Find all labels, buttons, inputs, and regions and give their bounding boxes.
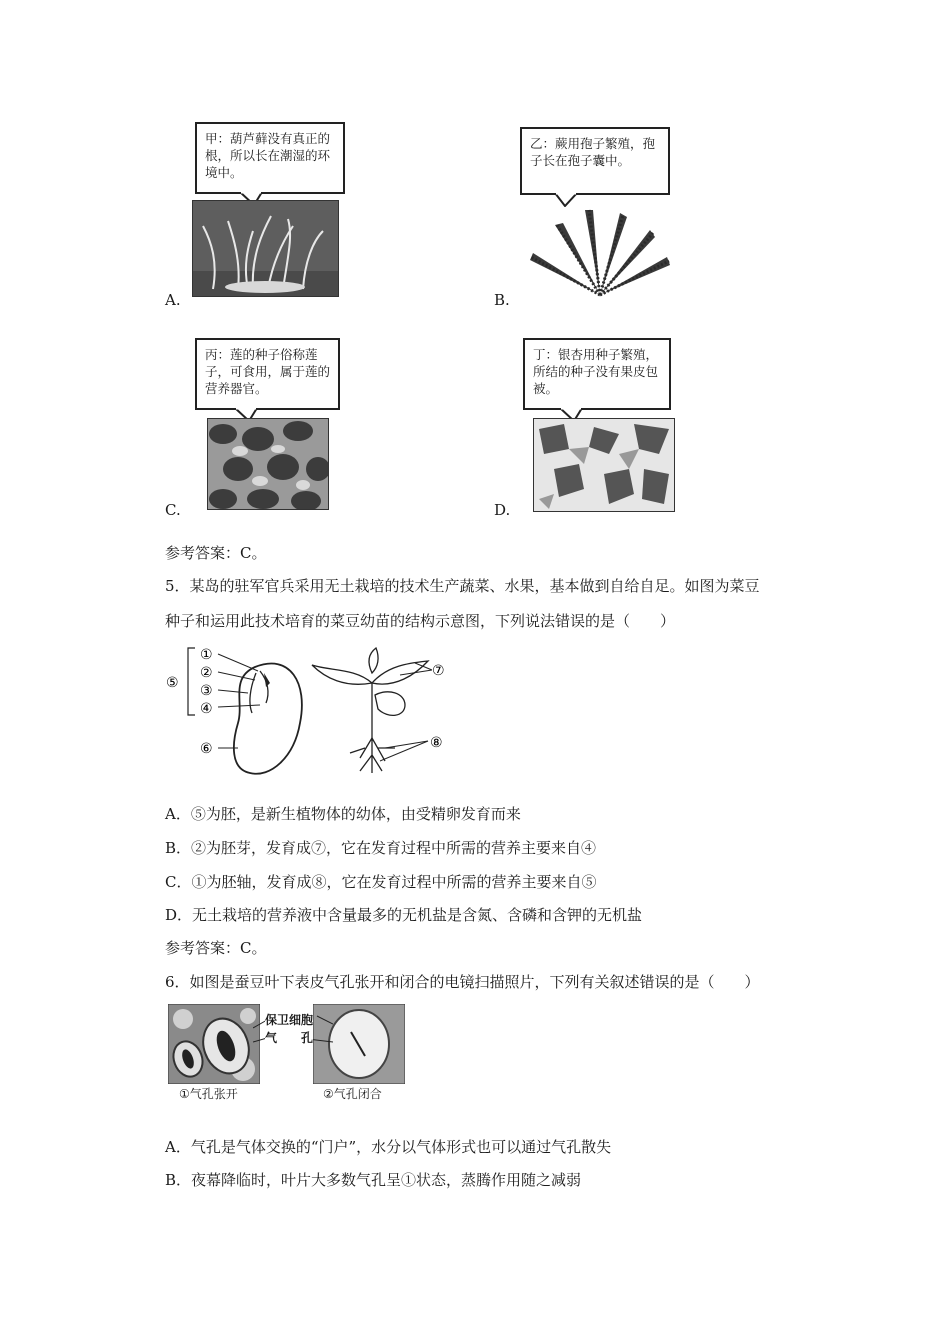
moss-image bbox=[193, 201, 338, 296]
bean-seedling bbox=[312, 648, 428, 773]
bean-seed-seedling-diagram bbox=[160, 643, 460, 783]
q5-stem-line1: 5．某岛的驻军官兵采用无土栽培的技术生产蔬菜、水果，基本做到自给自足。如图为菜豆 bbox=[165, 577, 760, 595]
label-8: ⑧ bbox=[430, 735, 443, 751]
q4-option-d-letter: D. bbox=[494, 501, 511, 519]
fern-image bbox=[525, 205, 675, 300]
q5-stem-line2: 种子和运用此技术培育的菜豆幼苗的结构示意图，下列说法错误的是（ ） bbox=[165, 612, 676, 630]
ginkgo-image bbox=[534, 419, 674, 511]
label-5: ⑤ bbox=[166, 675, 179, 691]
caption-stoma-closed: ②气孔闭合 bbox=[323, 1087, 382, 1101]
q5-answer: 参考答案：C。 bbox=[165, 939, 267, 957]
lotus-photo bbox=[207, 418, 329, 510]
caption-stoma-open: ①气孔张开 bbox=[179, 1087, 238, 1101]
q4-option-a-letter: A. bbox=[165, 291, 181, 309]
q5-option-a[interactable]: A．⑤为胚，是新生植物体的幼体，由受精卵发育而来 bbox=[165, 805, 521, 823]
label-1: ① bbox=[200, 647, 213, 663]
lotus-image bbox=[208, 419, 328, 509]
q5-option-c[interactable]: C．①为胚轴，发育成⑧，它在发育过程中所需的营养主要来自⑤ bbox=[165, 873, 597, 891]
label-stoma: 气 孔 bbox=[265, 1031, 314, 1045]
label-2: ② bbox=[200, 665, 213, 681]
q4-option-a-bubble: 甲：葫芦藓没有真正的根，所以长在潮湿的环境中。 bbox=[195, 122, 345, 194]
q4-option-b-letter: B. bbox=[494, 291, 510, 309]
q4-option-b-bubble: 乙：蕨用孢子繁殖，孢子长在孢子囊中。 bbox=[520, 127, 670, 195]
q4-option-c-bubble: 丙：莲的种子俗称莲子，可食用，属于莲的营养器官。 bbox=[195, 338, 340, 410]
stomata-figure bbox=[165, 1004, 410, 1102]
q6-stem: 6．如图是蚕豆叶下表皮气孔张开和闭合的电镜扫描照片，下列有关叙述错误的是（ ） bbox=[165, 973, 760, 991]
moss-photo bbox=[192, 200, 339, 297]
q4-answer: 参考答案：C。 bbox=[165, 544, 267, 562]
q4-option-c-letter: C. bbox=[165, 501, 181, 519]
label-4: ④ bbox=[200, 701, 213, 717]
q5-option-d[interactable]: D．无土栽培的营养液中含量最多的无机盐是含氮、含磷和含钾的无机盐 bbox=[165, 906, 643, 924]
ginkgo-photo bbox=[533, 418, 675, 512]
q6-option-a[interactable]: A．气孔是气体交换的“门户”，水分以气体形式也可以通过气孔散失 bbox=[165, 1138, 612, 1156]
q6-option-b[interactable]: B．夜幕降临时，叶片大多数气孔呈①状态，蒸腾作用随之减弱 bbox=[165, 1171, 582, 1189]
label-6: ⑥ bbox=[200, 741, 213, 757]
stoma-open-photo bbox=[168, 1004, 260, 1084]
label-3: ③ bbox=[200, 683, 213, 699]
q5-option-b[interactable]: B．②为胚芽，发育成⑦，它在发育过程中所需的营养主要来自④ bbox=[165, 839, 597, 857]
label-7: ⑦ bbox=[432, 663, 445, 679]
label-guard-cell: 保卫细胞 bbox=[265, 1013, 314, 1027]
q4-option-d-bubble: 丁：银杏用种子繁殖，所结的种子没有果皮包被。 bbox=[523, 338, 671, 410]
